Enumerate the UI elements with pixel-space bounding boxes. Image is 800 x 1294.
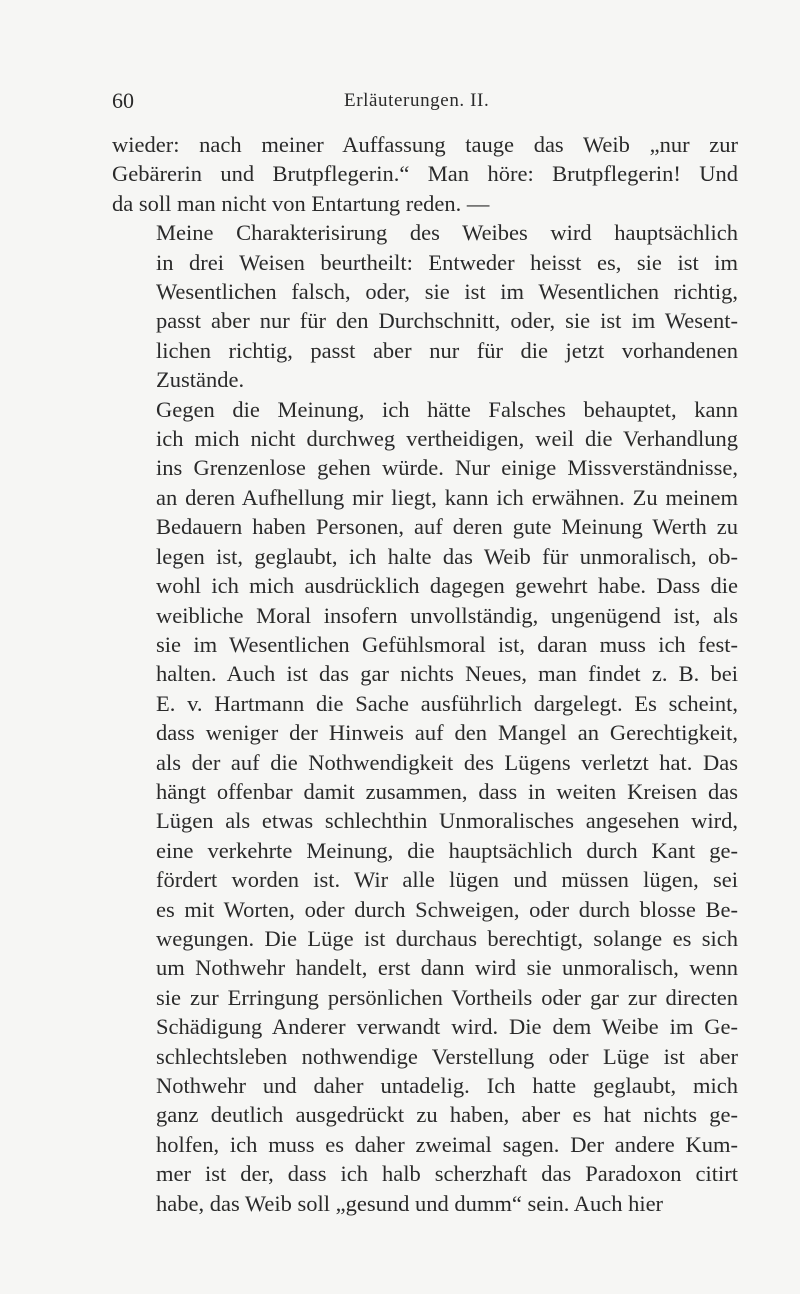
text-line: legen ist, geglaubt, ich halte das Weib für unmoralisch, ob- <box>156 543 738 569</box>
text-line: Bedauern haben Personen, auf deren gute Meinung Werth zu <box>156 514 738 540</box>
text-line: lichen richtig, passt aber nur für die jetzt vorhandenen <box>156 337 738 363</box>
text-line: Wesentlichen falsch, oder, sie ist im Wesentlichen richtig, <box>156 279 738 305</box>
text-line: fördert worden ist. Wir alle lügen und müssen lügen, sei <box>156 867 738 893</box>
text-line: Gebärerin und Brutpflegerin.“ Man höre: Brutpflegerin! Und <box>112 161 738 187</box>
paragraph <box>112 395 738 1218</box>
body-text <box>112 130 738 1218</box>
text-line: an deren Aufhellung mir liegt, kann ich erwähnen. Zu meinem <box>156 484 738 510</box>
text-line: weibliche Moral insofern unvollständig, ungenügend ist, als <box>156 602 738 628</box>
text-line: Schädigung Anderer verwandt wird. Die dem Weibe im Ge- <box>156 1014 738 1040</box>
text-line: Nothwehr und daher untadelig. Ich hatte geglaubt, mich <box>156 1073 738 1098</box>
text-line: eine verkehrte Meinung, die hauptsächlich durch Kant ge- <box>156 837 738 863</box>
page-header <box>112 88 712 118</box>
text-line: da soll man nicht von Entartung reden. — <box>112 190 490 216</box>
text-line: halten. Auch ist das gar nichts Neues, man findet z. B. bei <box>156 661 738 687</box>
text-line: wohl ich mich ausdrücklich dagegen gewehrt habe. Dass die <box>156 573 738 599</box>
text-line: schlechtsleben nothwendige Verstellung oder Lüge ist aber <box>156 1043 738 1069</box>
text-line: holfen, ich muss es daher zweimal sagen. Der andere Kum- <box>156 1131 738 1157</box>
paragraph <box>112 130 738 218</box>
text-line: dass weniger der Hinweis auf den Mangel an Gerechtigkeit, <box>156 720 738 746</box>
page-number: 60 <box>112 88 134 113</box>
text-line: sie im Wesentlichen Gefühlsmoral ist, daran muss ich fest- <box>156 631 738 657</box>
text-line: habe, das Weib soll „gesund und dumm“ sein. Auch hier <box>156 1190 664 1216</box>
text-line: wegungen. Die Lüge ist durchaus berechtigt, solange es sich <box>156 925 738 951</box>
text-line: mer ist der, dass ich halb scherzhaft das Paradoxon citirt <box>156 1161 738 1187</box>
text-line: hängt offenbar damit zusammen, dass in weiten Kreisen das <box>156 778 738 804</box>
text-line: ins Grenzenlose gehen würde. Nur einige Missverständnisse, <box>156 455 738 481</box>
text-line: ganz deutlich ausgedrückt zu haben, aber es hat nichts ge- <box>156 1102 738 1128</box>
text-line: als der auf die Nothwendigkeit des Lügens verletzt hat. Das <box>156 749 738 775</box>
text-line: Zustände. <box>156 367 245 393</box>
text-line: E. v. Hartmann die Sache ausführlich dargelegt. Es scheint, <box>156 690 738 716</box>
text-line: wieder: nach meiner Auffassung tauge das Weib „nur zur <box>112 132 738 157</box>
text-line: Gegen die Meinung, ich hätte Falsches behauptet, kann <box>156 396 738 422</box>
text-line: es mit Worten, oder durch Schweigen, oder durch blosse Be- <box>156 896 738 922</box>
running-head: Erläuterungen. II. <box>344 90 490 111</box>
text-line: in drei Weisen beurtheilt: Entweder heisst es, sie ist im <box>156 249 738 275</box>
text-line: ich mich nicht durchweg vertheidigen, weil die Verhandlung <box>156 426 738 452</box>
text-line: Meine Charakterisirung des Weibes wird hauptsächlich <box>156 220 738 246</box>
text-line: passt aber nur für den Durchschnitt, oder, sie ist im Wesent- <box>156 308 738 334</box>
paragraph <box>112 218 738 394</box>
text-line: um Nothwehr handelt, erst dann wird sie unmoralisch, wenn <box>156 955 738 981</box>
text-line: sie zur Erringung persönlichen Vortheils oder gar zur directen <box>156 984 738 1010</box>
text-line: Lügen als etwas schlechthin Unmoralisches angesehen wird, <box>156 808 738 834</box>
